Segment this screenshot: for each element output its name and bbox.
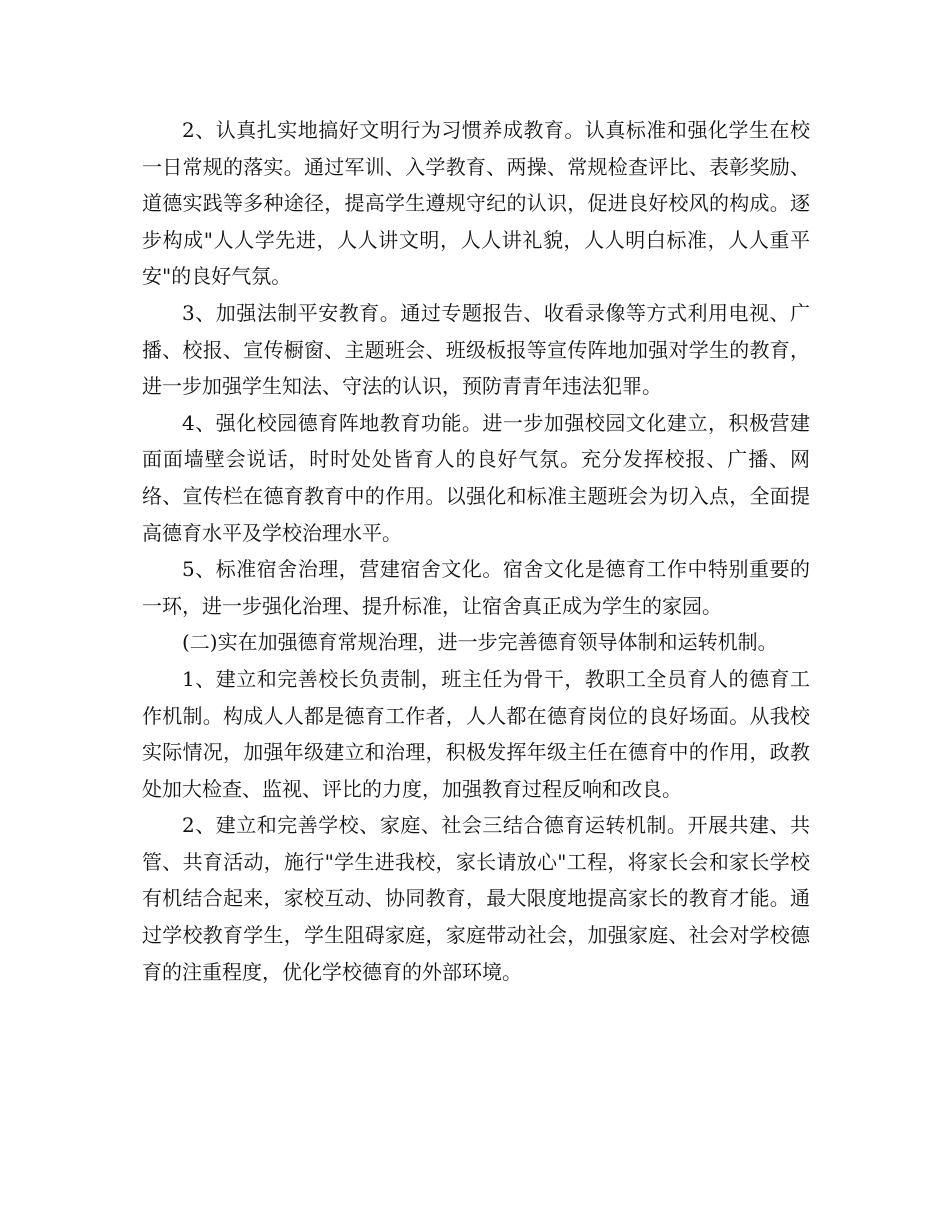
section-heading-2: (二)实在加强德育常规治理，进一步完善德育领导体制和运转机制。 bbox=[182, 630, 778, 655]
paragraph-item-3-legal-safety: 3、加强法制平安教育。通过专题报告、收看录像等方式利用电视、广播、校报、宣传橱窗、主题班会、班级板报等宣传阵地加强对学生的教育，进一步加强学生知法、守法的认识，预防青青年违法犯罪。 bbox=[142, 300, 810, 399]
paragraph-item-5-dormitory: 5、标准宿舍治理，营建宿舍文化。宿舍文化是德育工作中特别重要的一环，进一步强化治理、提升标准，让宿舍真正成为学生的家园。 bbox=[142, 557, 810, 618]
paragraph-item-2-habits: 2、认真扎实地搞好文明行为习惯养成教育。认真标准和强化学生在校一日常规的落实。通过军训、入学教育、两操、常规检查评比、表彰奖励、道德实践等多种途径，提高学生遵规守纪的认识，促进良好校风的构成。逐步构成"人人学先进，人人讲文明，人人讲礼貌，人人明白标准，人人重平安"的良好气氛。 bbox=[142, 118, 810, 289]
document-body bbox=[142, 112, 810, 990]
paragraph-item-2-school-family-society: 2、建立和完善学校、家庭、社会三结合德育运转机制。开展共建、共管、共育活动，施行"学生进我校，家长请放心"工程，将家长会和家长学校有机结合起来，家校互动、协同教育，最大限度地提高家长的教育才能。通过学校教育学生，学生阻碍家庭，家庭带动社会，加强家庭、社会对学校德育的注重程度，优化学校德育的外部环境。 bbox=[142, 813, 810, 984]
paragraph-item-4-campus-culture: 4、强化校园德育阵地教育功能。进一步加强校园文化建立，积极营建面面墙壁会说话，时时处处皆育人的良好气氛。充分发挥校报、广播、网络、宣传栏在德育教育中的作用。以强化和标准主题班会为切入点，全面提高德育水平及学校治理水平。 bbox=[142, 410, 810, 545]
paragraph-item-1-mechanism: 1、建立和完善校长负责制，班主任为骨干，教职工全员育人的德育工作机制。构成人人都是德育工作者，人人都在德育岗位的良好场面。从我校实际情况，加强年级建立和治理，积极发挥年级主任在德育中的作用，政教处加大检查、监视、评比的力度，加强教育过程反响和改良。 bbox=[142, 666, 810, 801]
